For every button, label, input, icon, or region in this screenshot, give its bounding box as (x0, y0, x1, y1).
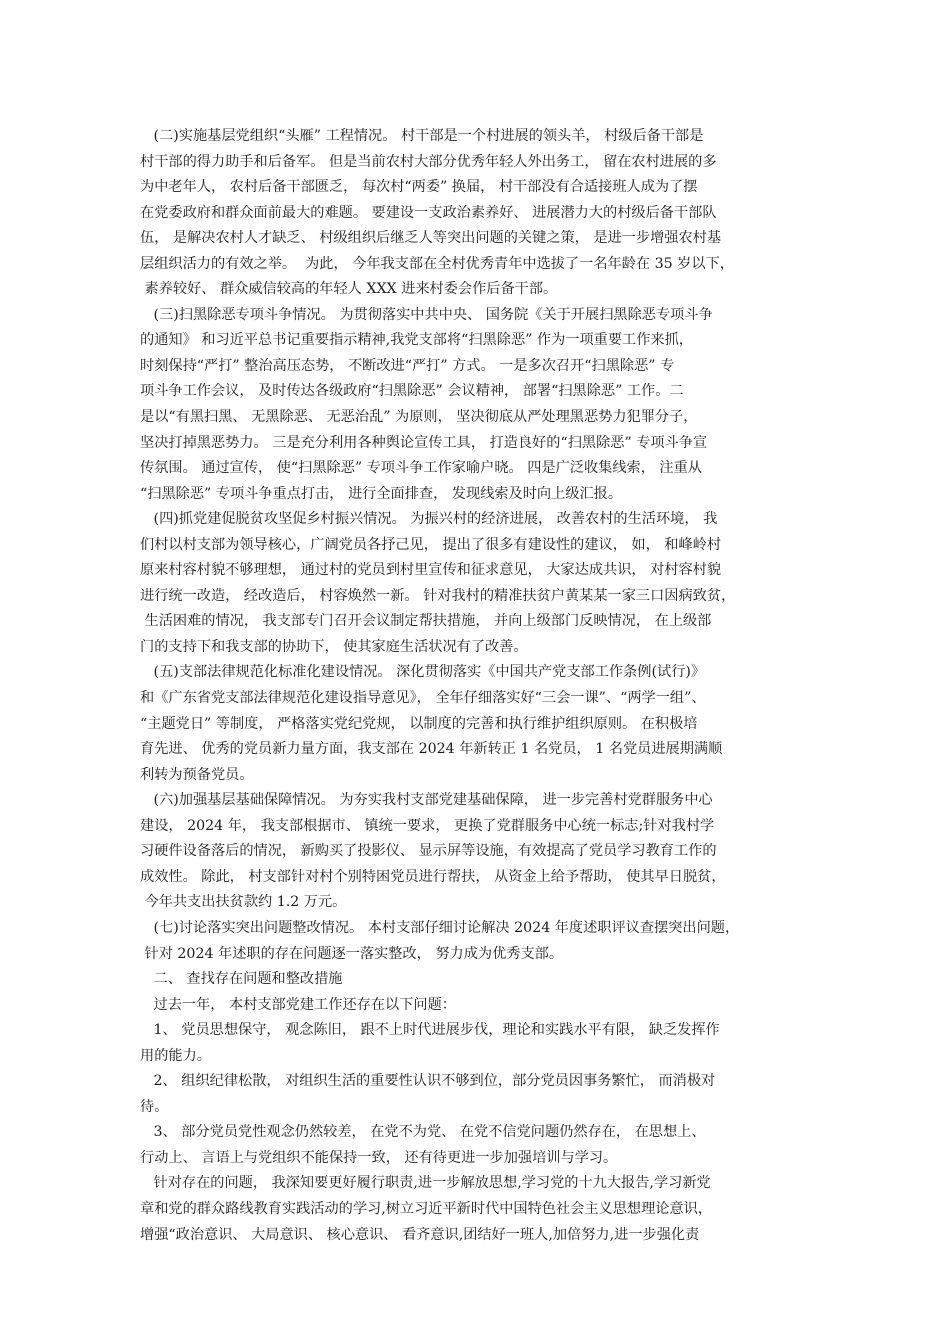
text-line: 行动上、 言语上与党组织不能保持一致， 还有待更进一步加强培训与学习。 (140, 1149, 618, 1166)
text-line: “扫黑除恶” 专项斗争重点打击， 进行全面排查， 发现线索及时向上级汇报。 (140, 485, 623, 502)
text-line: 过去一年， 本村支部党建工作还存在以下问题： (140, 996, 456, 1013)
text-line: 习硬件设备落后的情况， 新购买了投影仪、 显示屏等设施，有效提高了党员学习教育工作的 (140, 843, 717, 860)
text-line: 建设， 2024 年， 我支部根据市、 镇统一要求， 更换了党群服务中心统一标志;针对我村学 (140, 817, 715, 834)
text-line: 生活困难的情况， 我支部专门召开会议制定帮扶措施， 并向上级部门反映情况， 在上级部 (140, 613, 712, 630)
text-line: 在党委政府和群众面前最大的难题。 要建设一支政治素养好、 进展潜力大的村级后备干部队 (140, 204, 717, 221)
text-line: 育先进、 优秀的党员新力量方面，我支部在 2024 年新转正 1 名党员， 1 名党员进展期满顺 (140, 741, 723, 758)
text-line: 2、 组织纪律松散， 对组织生活的重要性认识不够到位，部分党员因事务繁忙， 而消极对 (140, 1073, 716, 1090)
text-line: (七)讨论落实突出问题整改情况。 本村支部仔细讨论解决 2024 年度述职评议查摆突出问题， (140, 919, 740, 936)
text-line: 村干部的得力助手和后备军。 但是当前农村大部分优秀年轻人外出务工， 留在农村进展的多 (140, 153, 717, 170)
text-line: 成效性。 除此， 村支部针对村个别特困党员进行帮扶， 从资金上给予帮助， 使其早日脱贫， (140, 868, 726, 885)
text-line: 增强“政治意识、 大局意识、 核心意识、 看齐意识,团结好一班人,加倍努力,进一步强化责 (140, 1226, 700, 1243)
text-line: 时刻保持“严打” 整治高压态势， 不断改进“严打” 方式。 一是多次召开“扫黑除恶” 专 (140, 357, 675, 374)
text-line: 传氛围。 通过宣传， 使“扫黑除恶” 专项斗争工作家喻户晓。 四是广泛收集线索， 注重从 (140, 460, 702, 477)
text-line: 1、 党员思想保守， 观念陈旧， 跟不上时代进展步伐，理论和实践水平有限， 缺乏发挥作 (140, 1022, 720, 1039)
text-line: 进行统一改造， 经改造后， 村容焕然一新。 针对我村的精准扶贫户黄某某一家三口因病致贫， (140, 587, 736, 604)
text-line: 伍， 是解决农村人才缺乏、 村级组织后继乏人等突出问题的关键之策， 是进一步增强农村基 (140, 230, 722, 247)
text-line: “主题党日” 等制度， 严格落实党纪党规， 以制度的完善和执行维护组织原则。 在积极培 (140, 715, 698, 732)
text-line: 们村以村支部为领导核心，广阔党员各抒己见， 提出了很多有建设性的建议， 如， 和峰岭村 (140, 536, 722, 553)
text-line: 3、 部分党员党性观念仍然较差， 在党不为党、 在党不信党问题仍然存在， 在思想上、 (140, 1124, 706, 1141)
text-line: 原来村容村貌不够理想， 通过村的党员到村里宣传和征求意见， 大家达成共识， 对村容村貌 (140, 562, 722, 579)
text-line: 是以“有黑扫黑、 无黑除恶、 无恶治乱” 为原则， 坚决彻底从严处理黑恶势力犯罪分子， (140, 409, 698, 426)
text-line: 的通知》 和习近平总书记重要指示精神,我党支部将“扫黑除恶” 作为一项重要工作来抓， (140, 332, 693, 349)
text-line: 针对存在的问题， 我深知要更好履行职责,进一步解放思想,学习党的十九大报告,学习新党 (140, 1175, 711, 1192)
text-line: (五)支部法律规范化标准化建设情况。 深化贯彻落实《中国共产党支部工作条例(试行)》 (140, 664, 706, 681)
text-line: 二、 查找存在问题和整改措施 (140, 971, 343, 988)
text-line: (六)加强基层基础保障情况。 为夯实我村支部党建基础保障， 进一步完善村党群服务中心 (140, 792, 713, 809)
text-line: 今年共支出扶贫款约 1.2 万元。 (140, 894, 347, 911)
text-line: 利转为预备党员。 (140, 766, 254, 783)
text-line: 门的支持下和我支部的协助下， 使其家庭生活状况有了改善。 (140, 638, 528, 655)
text-line: 层组织活力的有效之举。 为此， 今年我支部在全村优秀青年中选拔了一名年龄在 35 岁以下， (140, 255, 734, 272)
document-page (140, 124, 812, 1248)
text-line: (三)扫黑除恶专项斗争情况。 为贯彻落实中共中央、 国务院《关于开展扫黑除恶专项斗争 (140, 306, 713, 323)
text-line: 项斗争工作会议， 及时传达各级政府“扫黑除恶” 会议精神， 部署“扫黑除恶” 工作。二 (140, 383, 684, 400)
text-line: (四)抓党建促脱贫攻坚促乡村振兴情况。 为振兴村的经济进展， 改善农村的生活环境， 我 (140, 511, 718, 528)
text-line: 坚决打掉黑恶势力。 三是充分利用各种舆论宣传工具， 打造良好的“扫黑除恶” 专项斗争宣 (140, 434, 708, 451)
text-line: 章和党的群众路线教育实践活动的学习,树立习近平新时代中国特色社会主义思想理论意识， (140, 1200, 713, 1217)
text-line: 针对 2024 年述职的存在问题逐一落实整改， 努力成为优秀支部。 (140, 945, 564, 962)
text-line: 素养较好、 群众威信较高的年轻人 XXX 进来村委会作后备干部。 (140, 281, 558, 298)
text-line: (二)实施基层党组织“头雁” 工程情况。 村干部是一个村进展的领头羊， 村级后备干部是 (140, 128, 704, 144)
text-line: 用的能力。 (140, 1047, 211, 1064)
text-line: 为中老年人， 农村后备干部匮乏， 每次村“两委” 换届， 村干部没有合适接班人成为了摆 (140, 179, 698, 196)
text-line: 待。 (140, 1098, 169, 1115)
text-line: 和《广东省党支部法律规范化建设指导意见》， 全年仔细落实好“三会一课”、“两学一组”、 (140, 690, 706, 707)
